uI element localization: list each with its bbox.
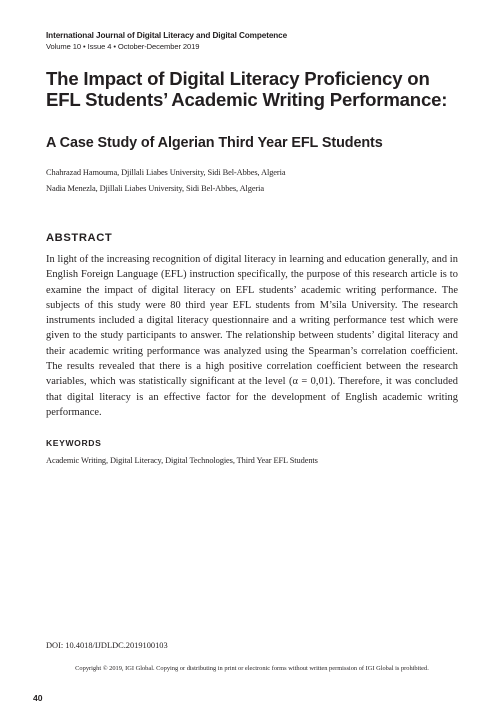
author-affiliation: Chahrazad Hamouma, Djillali Liabes University, Sidi Bel-Abbes, Algeria (46, 168, 286, 177)
article-title: The Impact of Digital Literacy Proficiency on EFL Students’ Academic Writing Performance: (46, 68, 448, 110)
abstract-heading: ABSTRACT (46, 232, 113, 244)
keywords-heading: KEYWORDS (46, 438, 102, 448)
article-subtitle: A Case Study of Algerian Third Year EFL Students (46, 135, 383, 151)
author-affiliation: Nadia Menezla, Djillali Liabes University, Sidi Bel-Abbes, Algeria (46, 184, 264, 193)
doi: DOI: 10.4018/IJDLDC.2019100103 (46, 641, 168, 650)
keywords-text: Academic Writing, Digital Literacy, Digital Technologies, Third Year EFL Students (46, 456, 318, 465)
abstract-text: In light of the increasing recognition of digital literacy in learning and education generally, and in English Foreign Language (EFL) instruction specifically, the purpose of this research article is to examine the impact of digital literacy on EFL students’ academic writing performance. The subjects of this study were 80 third year EFL students from M’sila University. The research instruments included a digital literacy questionnaire and a writing performance test which were given to the study participants to answer. The relationship between students’ digital literacy and their academic writing performance was analyzed using the Spearman’s correlation coefficient. The results revealed that there is a high positive correlation coefficient between the research variables, which was statistically significant at the level (α = 0,01). Therefore, it was concluded that digital literacy is an effective factor for the development of English academic writing performance. (46, 254, 458, 418)
copyright-notice: Copyright © 2019, IGI Global. Copying or distributing in print or electronic forms without written permission of IGI Global is prohibited. (75, 665, 429, 672)
journal-issue-line: Volume 10 • Issue 4 • October-December 2019 (46, 42, 200, 51)
journal-name: International Journal of Digital Literacy and Digital Competence (46, 31, 288, 40)
page-number: 40 (33, 693, 43, 703)
